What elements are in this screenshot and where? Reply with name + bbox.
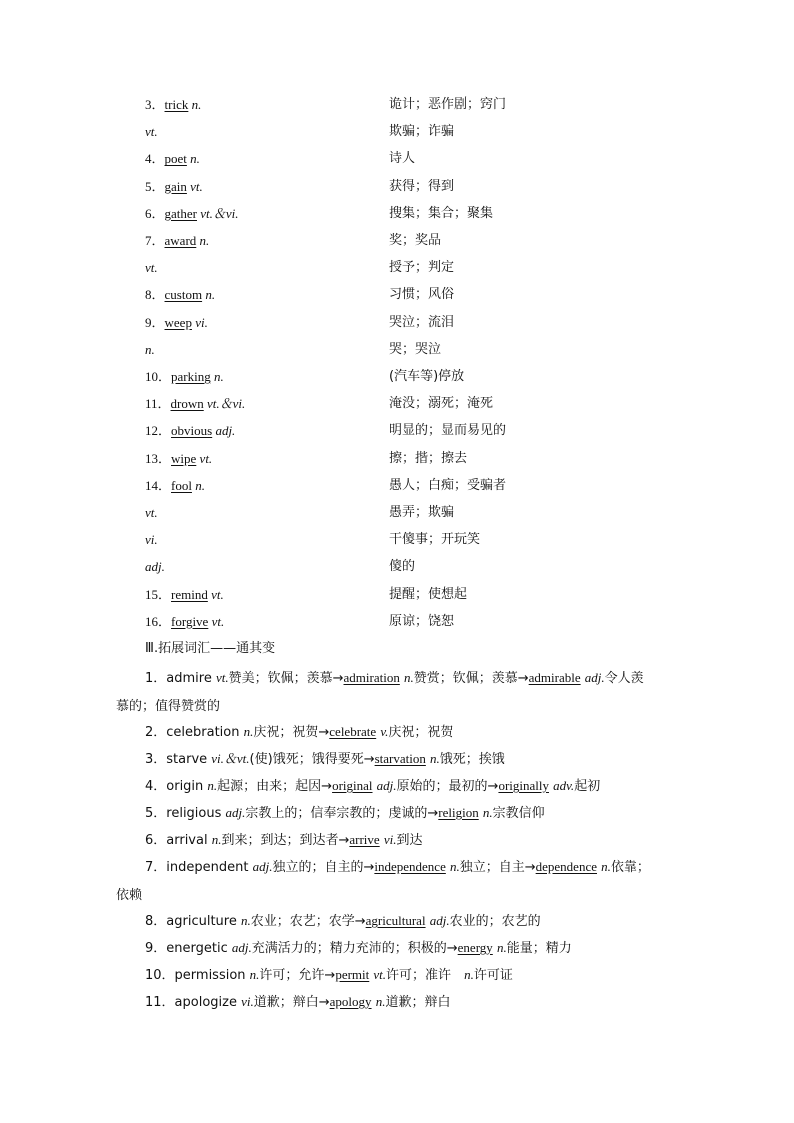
vocab-number: 7． [145,233,165,248]
entry-text: 6．arrival [145,833,212,848]
entry-continuation [116,881,686,909]
entry-text: 起初 [574,779,601,794]
vocab-word: forgive [171,613,209,629]
vocab-row [0,366,794,388]
vocab-number: 6． [145,205,165,221]
vocab-number: 14． [145,477,172,493]
entry-text: 庆祝；祝贺 [388,725,454,740]
entry-line [116,718,686,746]
part-of-speech: n. [191,97,202,112]
part-of-speech: n. [213,369,224,384]
part-of-speech: vi. [383,832,397,847]
vocab-meaning: 擦；揩；擦去 [389,450,468,466]
part-of-speech: n. [211,832,222,847]
part-of-speech: n. [240,913,251,928]
entry-line [116,664,686,692]
part-of-speech: vt. [145,124,158,140]
derived-word: independence [374,859,446,874]
part-of-speech: adj. [252,859,273,874]
entry-text: 到来；到达；到达者→ [221,833,350,848]
derived-word: permit [335,967,370,982]
entry-line [116,826,686,854]
vocab-row [0,502,794,524]
vocab-meaning: 提醒；使想起 [389,586,468,602]
part-of-speech: vt. [145,505,158,520]
vocab-word: gain [164,178,187,194]
vocab-term [145,584,224,606]
entry-text: 慕的；值得赞赏的 [116,699,221,714]
vocab-row [0,94,794,116]
vocab-row [0,475,794,497]
part-of-speech: vi. [241,994,254,1009]
derived-word: starvation [374,751,426,766]
part-of-speech: vt. [215,670,229,685]
part-of-speech: n. [207,778,218,793]
vocab-term [145,611,224,633]
vocab-meaning: 习惯；风俗 [389,287,455,303]
vocab-word: drown [170,396,204,412]
entry-text: 独立；自主→ [459,860,536,875]
entry-text: 原始的；最初的→ [396,779,499,794]
entry-text: 10．permission [145,968,250,983]
vocab-word: poet [164,151,187,167]
derived-word: apology [329,994,372,1009]
part-of-speech: vi. [145,532,158,548]
derived-word: agricultural [365,913,426,928]
extension-entry [116,988,686,1016]
part-of-speech: n. [403,670,414,685]
entry-text: 许可证 [473,968,513,983]
part-of-speech: adj. [215,423,236,439]
entry-text: 农业；农艺；农学→ [250,914,366,929]
derived-word: original [332,778,373,793]
part-of-speech: vt. [199,450,213,466]
extension-entry [116,772,686,800]
part-of-speech: adj. [225,805,246,820]
vocab-term [145,420,235,442]
entry-text: 5．religious [145,806,226,821]
vocab-term [145,148,200,170]
entry-text: 独立的；自主的→ [272,860,375,875]
entry-text: 11．apologize [145,995,242,1010]
vocab-word: fool [171,477,192,493]
vocab-meaning: 哭泣；流泪 [389,314,455,330]
vocab-row [0,556,794,578]
vocab-meaning: 愚弄；欺骗 [389,505,455,520]
vocab-meaning: 干傻事；开玩笑 [389,532,481,548]
entry-line [116,961,686,989]
extension-entry [116,934,686,962]
vocab-number: 13． [145,450,172,466]
entry-text: 道歉；辩白 [385,995,451,1010]
vocab-term [145,475,205,497]
part-of-speech: vt. [373,967,387,982]
vocab-meaning: 奖；奖品 [389,233,442,248]
extension-entry [116,961,686,989]
vocab-row [0,121,794,143]
part-of-speech: n. [145,341,155,357]
vocab-meaning: 淹没；溺死；淹死 [389,396,494,412]
part-of-speech: vi. [195,314,208,330]
entry-text: 农业的；农艺的 [449,914,541,929]
vocab-term [145,121,158,143]
vocab-term [145,448,212,470]
vocab-word: trick [164,97,189,112]
vocab-row [0,148,794,170]
vocab-meaning: 搜集；集合；聚集 [389,205,494,221]
part-of-speech: adj. [145,559,165,575]
entry-text: 赞美；钦佩；羡慕→ [228,671,344,686]
part-of-speech: vt.＆vi. [200,205,239,221]
vocab-meaning: 明显的；显而易见的 [389,423,507,439]
part-of-speech: n. [496,940,507,955]
part-of-speech: n. [601,859,611,874]
derived-word: dependence [535,859,597,874]
vocab-row [0,203,794,225]
vocab-meaning: 诗人 [389,151,416,167]
vocab-row [0,393,794,415]
vocab-number: 16． [145,613,172,629]
entry-text: 令人羡 [604,671,644,686]
vocab-row [0,420,794,442]
extension-entry [116,853,686,909]
part-of-speech: n. [195,477,205,493]
entry-text: 充满活力的；精力充沛的；积极的→ [251,941,458,956]
vocab-term [145,393,245,415]
part-of-speech: adj. [376,778,397,793]
entry-line [116,745,686,773]
vocab-term [145,339,155,361]
entry-line [116,799,686,827]
vocab-row [0,448,794,470]
entry-continuation [116,692,686,720]
vocab-number: 11． [145,396,171,412]
entry-text: 4．origin [145,779,208,794]
vocab-row [0,257,794,279]
entry-text: 7．independent [145,860,253,875]
part-of-speech: n. [249,967,260,982]
vocab-number: 8． [145,287,165,303]
vocab-row [0,339,794,361]
vocab-row [0,529,794,551]
extension-entry [116,907,686,935]
part-of-speech: n. [375,994,386,1009]
derived-word: religion [438,805,479,820]
part-of-speech: vt. [211,613,225,629]
vocab-word: obvious [171,423,213,439]
part-of-speech: adj. [231,940,252,955]
vocab-meaning: (汽车等)停放 [389,369,465,384]
vocab-term [145,203,239,225]
vocab-number: 9． [145,314,165,330]
vocab-term [145,284,215,306]
entry-text: 3．starve [145,752,212,767]
vocab-meaning: 傻的 [389,559,416,575]
part-of-speech: n. [430,751,440,766]
extension-entry [116,745,686,773]
vocab-meaning: 授予；判定 [389,260,455,276]
part-of-speech: vt. [190,178,203,194]
vocab-number: 4． [145,151,165,167]
extension-entry [116,664,686,720]
vocab-term [145,529,158,551]
vocab-meaning: 获得；得到 [389,178,455,194]
part-of-speech: adj. [584,670,605,685]
entry-text: 到达 [396,833,423,848]
entry-line [116,988,686,1016]
vocab-term [145,312,208,334]
vocab-row [0,176,794,198]
vocab-term [145,176,203,198]
entry-line [116,772,686,800]
vocab-term [145,366,224,388]
vocab-number: 3． [145,97,165,112]
entry-text: 2．celebration [145,725,244,740]
entry-line [116,853,686,881]
entry-text: 许可；允许→ [259,968,336,983]
part-of-speech: n. [205,287,216,303]
entry-text: 9．energetic [145,941,232,956]
entry-text: (使)饿死；饿得要死→ [249,752,375,767]
derived-word: admiration [343,670,400,685]
part-of-speech: vi.＆vt. [211,751,250,766]
derived-word: arrive [349,832,380,847]
section-heading: Ⅲ.拓展词汇——通其变 [145,641,276,656]
vocab-number: 12． [145,423,172,439]
vocab-term [145,230,209,252]
part-of-speech: v. [380,724,389,739]
vocab-word: wipe [171,450,197,466]
entry-line [116,934,686,962]
entry-line [116,907,686,935]
vocab-word: remind [171,586,208,602]
derived-word: originally [498,778,549,793]
vocab-term [145,556,165,578]
vocab-term [145,257,158,279]
entry-text: 1．admire [145,671,216,686]
vocab-row [0,230,794,252]
entry-text: 依靠； [610,860,650,875]
entry-text: 依赖 [116,888,143,903]
vocab-meaning: 诡计；恶作剧；窍门 [389,97,507,112]
vocab-row [0,284,794,306]
extension-entry [116,799,686,827]
derived-word: admirable [528,670,581,685]
part-of-speech: vt. [145,260,158,276]
extension-entry [116,826,686,854]
part-of-speech: n. [199,233,210,248]
part-of-speech: n. [243,724,254,739]
vocab-word: parking [171,369,211,384]
vocab-word: award [164,233,197,248]
vocab-meaning: 愚人；白痴；受骗者 [389,477,507,493]
vocab-number: 15． [145,586,172,602]
entry-text: 道歉；辩白→ [253,995,330,1010]
entry-text: 许可；准许 [386,968,465,983]
vocab-row [0,584,794,606]
entry-text: 赞赏；钦佩；羡慕→ [413,671,529,686]
entry-text: 8．agriculture [145,914,241,929]
entry-text: 饿死；挨饿 [439,752,505,767]
vocab-meaning: 原谅；饶恕 [389,613,455,629]
extension-entry [116,718,686,746]
part-of-speech: vt.＆vi. [207,396,246,412]
derived-word: energy [457,940,493,955]
part-of-speech: n. [449,859,460,874]
part-of-speech: n. [190,151,200,167]
vocab-term [145,502,158,524]
part-of-speech: n. [464,967,474,982]
vocab-number: 5． [145,178,165,194]
vocab-term [145,94,201,116]
entry-text: 庆祝；祝贺→ [253,725,330,740]
vocab-meaning: 哭；哭泣 [389,341,442,357]
vocab-word: weep [164,314,192,330]
derived-word: celebrate [329,724,377,739]
part-of-speech: n. [482,805,493,820]
vocab-row [0,611,794,633]
entry-text: 宗教信仰 [492,806,545,821]
vocab-meaning: 欺骗；诈骗 [389,124,455,140]
entry-text: 能量；精力 [506,941,572,956]
vocab-word: gather [164,205,197,221]
part-of-speech: vt. [211,586,224,602]
entry-text: 宗教上的；信奉宗教的；虔诚的→ [245,806,439,821]
vocab-number: 10． [145,369,172,384]
entry-text: 起源；由来；起因→ [217,779,333,794]
part-of-speech: adj. [429,913,450,928]
vocab-row [0,312,794,334]
vocab-word: custom [164,287,203,303]
part-of-speech: adv. [553,778,575,793]
